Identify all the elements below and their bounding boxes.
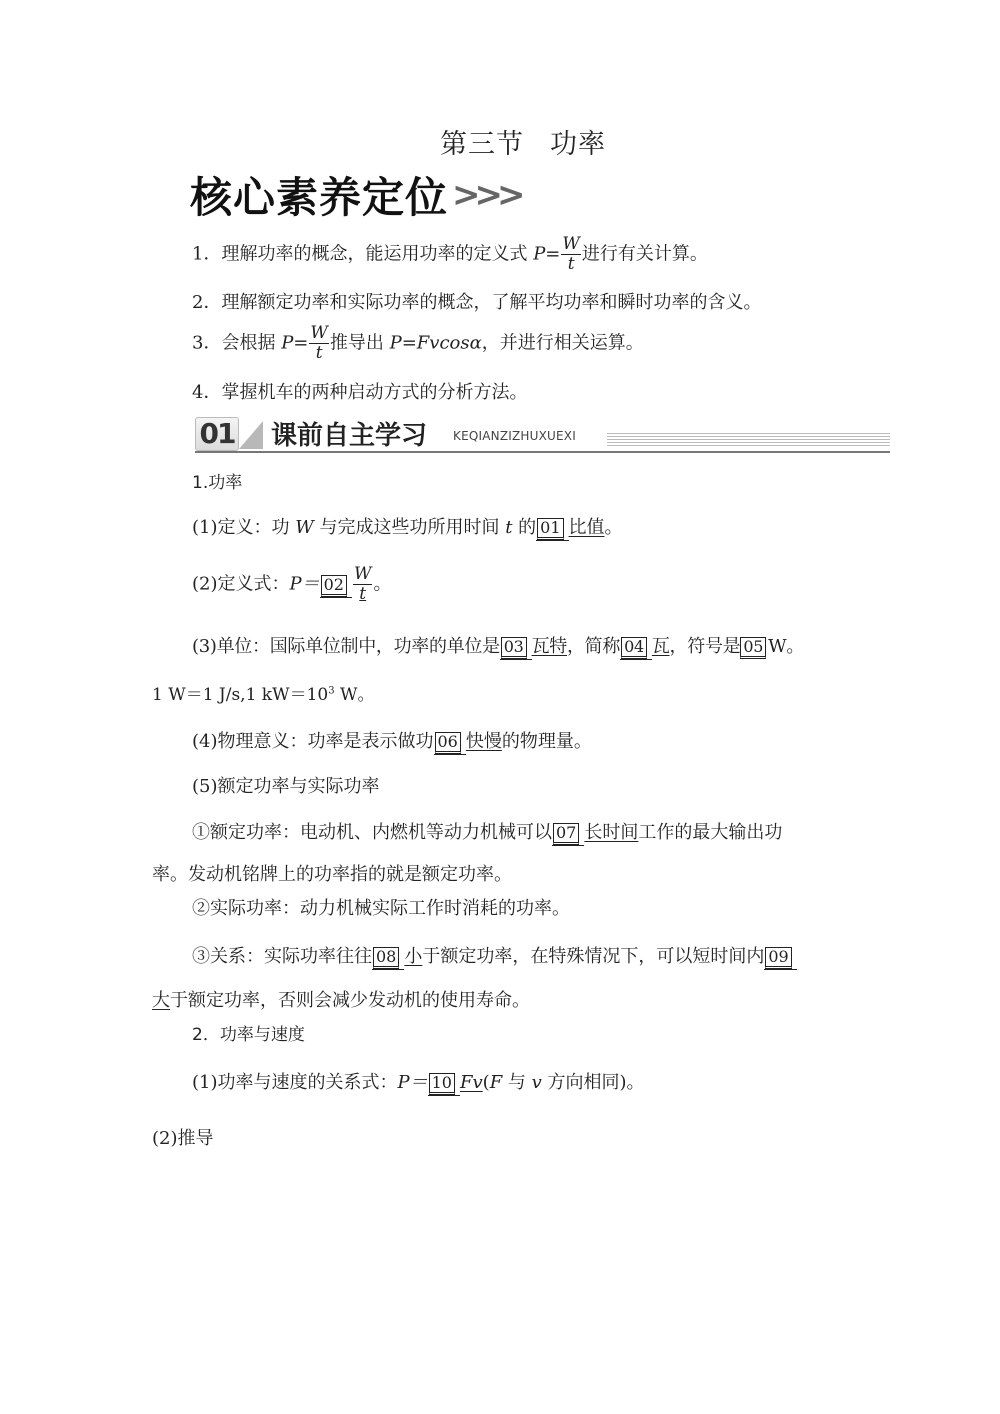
derivation-heading: (2)推导 bbox=[152, 1128, 214, 1149]
blank-06[interactable]: 06 bbox=[434, 731, 466, 755]
banner-underline bbox=[195, 451, 890, 453]
unit-conversion: 1 W＝1 J/s,1 $kW=10^3$ W。 bbox=[152, 685, 375, 705]
heading-power: 1.功率 bbox=[192, 473, 243, 493]
answer-01: 比值 bbox=[568, 517, 605, 538]
answer-02-fraction: $\frac{W}{t}$ bbox=[353, 564, 372, 604]
section-number: 01 bbox=[195, 417, 239, 451]
actual-power-line: ②实际功率：动力机械实际工作时消耗的功率。 bbox=[192, 898, 570, 919]
heading-power-speed: 2．功率与速度 bbox=[192, 1025, 305, 1045]
blank-05[interactable]: 05 bbox=[740, 637, 766, 659]
blank-08[interactable]: 08 bbox=[372, 946, 404, 970]
blank-07[interactable]: 07 bbox=[552, 822, 584, 846]
blank-02[interactable]: 02 bbox=[320, 574, 352, 598]
blank-10[interactable]: 10 bbox=[428, 1072, 460, 1096]
goal-item-3: 3．会根据 P= $\frac{W}{t}$ 推导出 P=Fvcosα，并进行相关运算。 bbox=[192, 323, 644, 363]
page-title bbox=[440, 122, 606, 161]
decorative-lines bbox=[607, 433, 890, 447]
fraction: $\frac{W}{t}$ bbox=[562, 234, 580, 274]
goal-item-4: 4．掌握机车的两种启动方式的分析方法。 bbox=[192, 382, 528, 403]
definition-line: (1)定义：功 W 与完成这些功所用时间 t 的 01 比值。 bbox=[192, 513, 623, 541]
slant-decoration bbox=[239, 421, 263, 449]
blank-04[interactable]: 04 bbox=[620, 636, 652, 660]
rated-actual-heading: (5)额定功率与实际功率 bbox=[192, 776, 380, 797]
blank-03[interactable]: 03 bbox=[500, 636, 532, 660]
relation-line: ③关系：实际功率往往 08 小于额定功率，在特殊情况下，可以短时间内 09 bbox=[192, 942, 797, 970]
blank-09[interactable]: 09 bbox=[764, 946, 796, 970]
section-banner bbox=[195, 415, 890, 453]
chevron-right-icon: >>> bbox=[452, 175, 520, 215]
blank-01[interactable]: 01 bbox=[536, 517, 568, 541]
unit-line: (3)单位：国际单位制中，功率的单位是 03 瓦特，简称 04 瓦，符号是 05 W。 bbox=[192, 632, 804, 660]
formula-line: (2)定义式：P＝ 02 $\frac{W}{t}$ 。 bbox=[192, 564, 392, 604]
title-section: 第三节 bbox=[440, 129, 524, 160]
rated-power-line: ①额定功率：电动机、内燃机等动力机械可以 07 长时间工作的最大输出功 bbox=[192, 818, 782, 846]
meaning-line: (4)物理意义：功率是表示做功 06 快慢的物理量。 bbox=[192, 727, 592, 755]
rated-power-cont: 率。发动机铭牌上的功率指的就是额定功率。 bbox=[152, 864, 512, 885]
title-topic: 功率 bbox=[550, 129, 606, 160]
power-speed-line: (1)功率与速度的关系式：P＝ 10 Fv(F 与 v 方向相同)。 bbox=[192, 1068, 645, 1096]
goal-item-1: 1．理解功率的概念，能运用功率的定义式 P= $\frac{W}{t}$ 进行有关计算。 bbox=[192, 234, 708, 274]
relation-cont: 大于额定功率，否则会减少发动机的使用寿命。 bbox=[152, 990, 530, 1011]
section-title: 课前自主学习 bbox=[271, 421, 428, 451]
section-pinyin: KEQIANZIZHUXUEXI bbox=[453, 429, 576, 443]
core-literacy-banner bbox=[190, 168, 519, 222]
core-banner-label: 核心素养定位 bbox=[190, 173, 449, 222]
fraction: $\frac{W}{t}$ bbox=[310, 323, 328, 363]
goal-item-2: 2．理解额定功率和实际功率的概念，了解平均功率和瞬时功率的含义。 bbox=[192, 292, 762, 313]
